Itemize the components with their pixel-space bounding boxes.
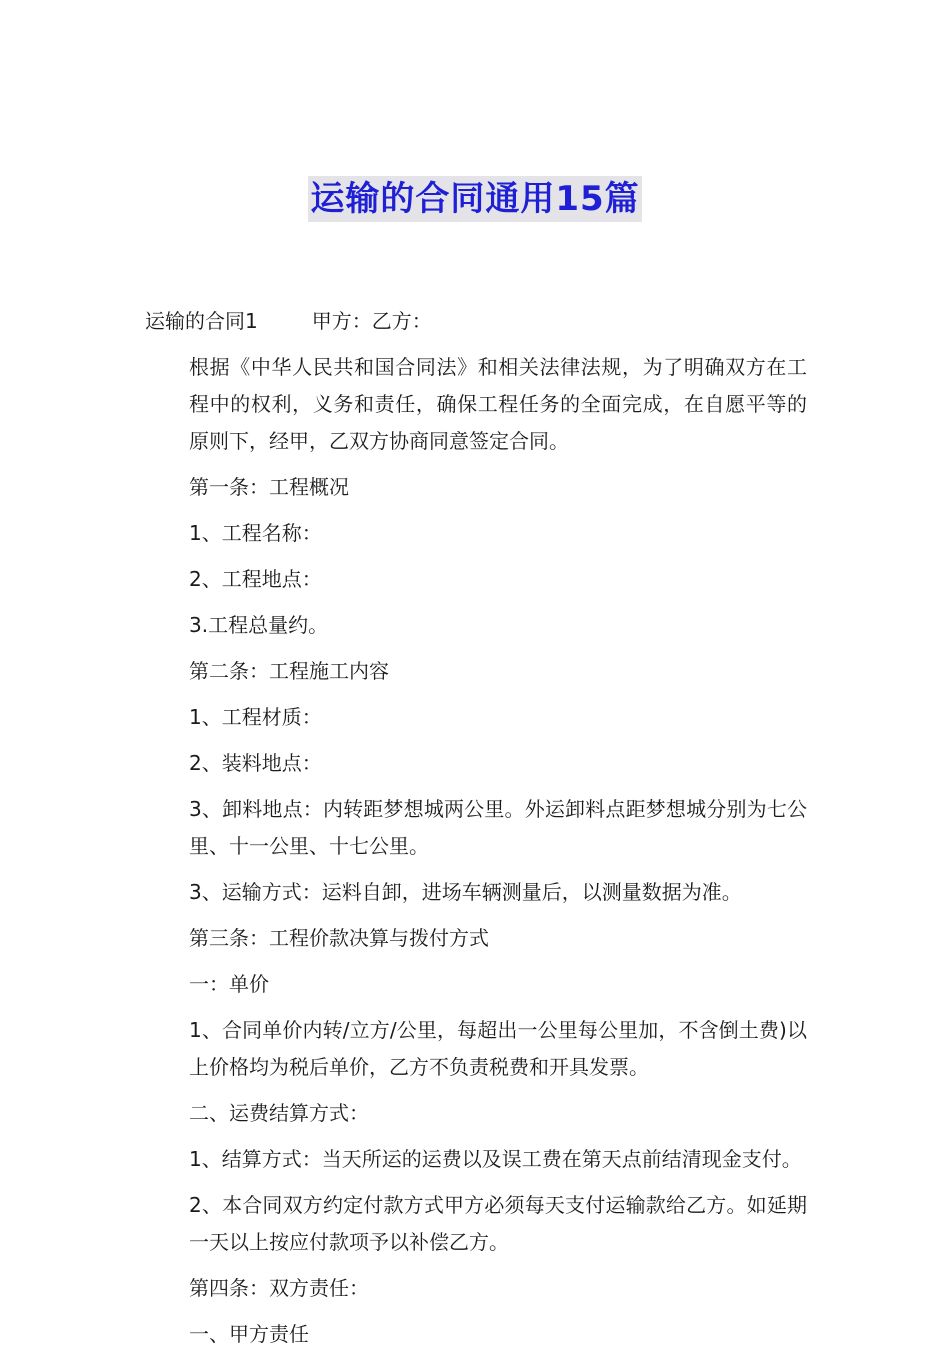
document-title [0,176,950,222]
subsection-heading: 二、运费结算方式： [189,1101,369,1125]
article-1-heading: 第一条：工程概况 [189,475,349,499]
list-item: 1、结算方式：当天所运的运费以及误工费在第天点前结清现金支付。 [189,1147,802,1171]
preamble-paragraph: 根据《中华人民共和国合同法》和相关法律法规，为了明确双方在工程中的权利，义务和责任，确保工程任务的全面完成，在自愿平等的原则下，经甲，乙双方协商同意签定合同。 [189,355,807,453]
list-item: 2、本合同双方约定付款方式甲方必须每天支付运输款给乙方。如延期一天以上按应付款项予以补偿乙方。 [189,1193,807,1254]
list-item: 1、工程材质： [189,705,322,729]
parties-line: 甲方：乙方： [311,309,432,333]
list-item: 3、运输方式：运料自卸，进场车辆测量后，以测量数据为准。 [189,880,742,904]
list-item: 2、工程地点： [189,567,322,591]
contract-number: 运输的合同1 [145,309,258,333]
subsection-heading: 一：单价 [189,972,269,996]
article-2-heading: 第二条：工程施工内容 [189,659,389,683]
list-item: 1、合同单价内转/立方/公里，每超出一公里每公里加，不含倒土费)以上价格均为税后单价，乙方不负责税费和开具发票。 [189,1018,807,1079]
subsection-heading: 一、甲方责任 [189,1322,309,1346]
list-item: 3、卸料地点：内转距梦想城两公里。外运卸料点距梦想城分别为七公里、十一公里、十七公里。 [189,797,807,858]
list-item: 1、工程名称： [189,521,322,545]
article-3-heading: 第三条：工程价款决算与拨付方式 [189,926,489,950]
contract-heading-line [145,303,807,340]
list-item: 2、装料地点： [189,751,322,775]
document-body [145,303,807,1362]
list-item: 3.工程总量约。 [189,613,329,637]
article-4-heading: 第四条：双方责任： [189,1276,369,1300]
document-title-text: 运输的合同通用15篇 [308,176,641,222]
